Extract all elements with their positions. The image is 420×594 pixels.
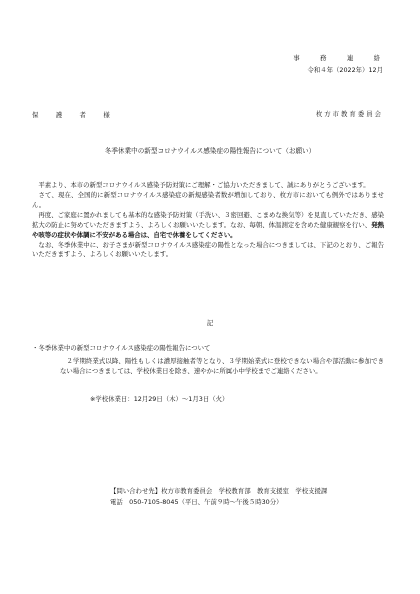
paragraph-situation: さて、現在、全国的に新型コロナウイルス感染症の新規感染者数が増加しており、枚方市においても例外ではありません。 [32,190,384,209]
school-holiday-note: ※学校休業日：12月29日（木）～1月3日（火） [90,395,229,403]
contact-row-phone [110,498,386,508]
document-header [255,54,387,76]
issuer: 枚方市教育委員会 [315,110,383,118]
paragraph-request: 再度、ご家庭に置かれましても基本的な感染予防対策（手洗い、３密回避、こまめな換気等）を見直していただき、感染拡大の防止に努めていただきますよう、よろしくお願いいたします。なお、毎朝、体温測定を含めた健康観察を行い、発熱や咳等の症状や体調に不安がある場合は、自宅で休養をしてください。 [32,210,384,239]
contact-block [110,487,386,508]
paragraph-report-request: なお、冬季休業中に、お子さまが新型コロナウイルス感染症の陽性となった場合につきましては、下記のとおり、ご報告いただきますよう、よろしくお願いいたします。 [32,240,384,259]
item-heading: ・冬季休業中の新型コロナウイルス感染症の陽性報告について [32,344,211,352]
phone-number[interactable]: 050-7105-8045（平日、午前９時～午後５時30分） [129,497,283,506]
document-title: 冬季休業中の新型コロナウイルス感染症の陽性報告について（お願い） [104,147,316,155]
contact-label: 【問い合わせ先】 [110,487,162,495]
notice-type: 事 務 連 絡 [293,54,387,62]
paragraph-greeting: 平素より、本市の新型コロナウイルス感染予防対策にご理解・ご協力いただきまして、誠にありがとうございます。 [38,181,370,189]
addressee: 保 護 者 様 [32,111,116,119]
issue-date: 令和４年（2022年）12月 [307,65,383,74]
item-text: ２学期終業式以降、陽性もしくは濃厚接触者等となり、３学期始業式に登校できない場合や部活動に参加できない場合につきましては、学校休業日を除き、速やかに所属小中学校までご連絡ください。 [60,357,385,375]
emphasis-stay-home: 発熱や咳等の症状や体調に不安がある場合は、自宅で休養をしてください。 [32,220,384,239]
contact-department: 枚方市教育委員会 学校教育部 教育支援室 学校支援課 [161,487,328,495]
document-body [32,181,384,260]
contact-row-department [110,487,386,497]
item-body [60,357,384,377]
phone-label: 電話 [110,497,123,506]
ki-heading: 記 [206,319,214,327]
